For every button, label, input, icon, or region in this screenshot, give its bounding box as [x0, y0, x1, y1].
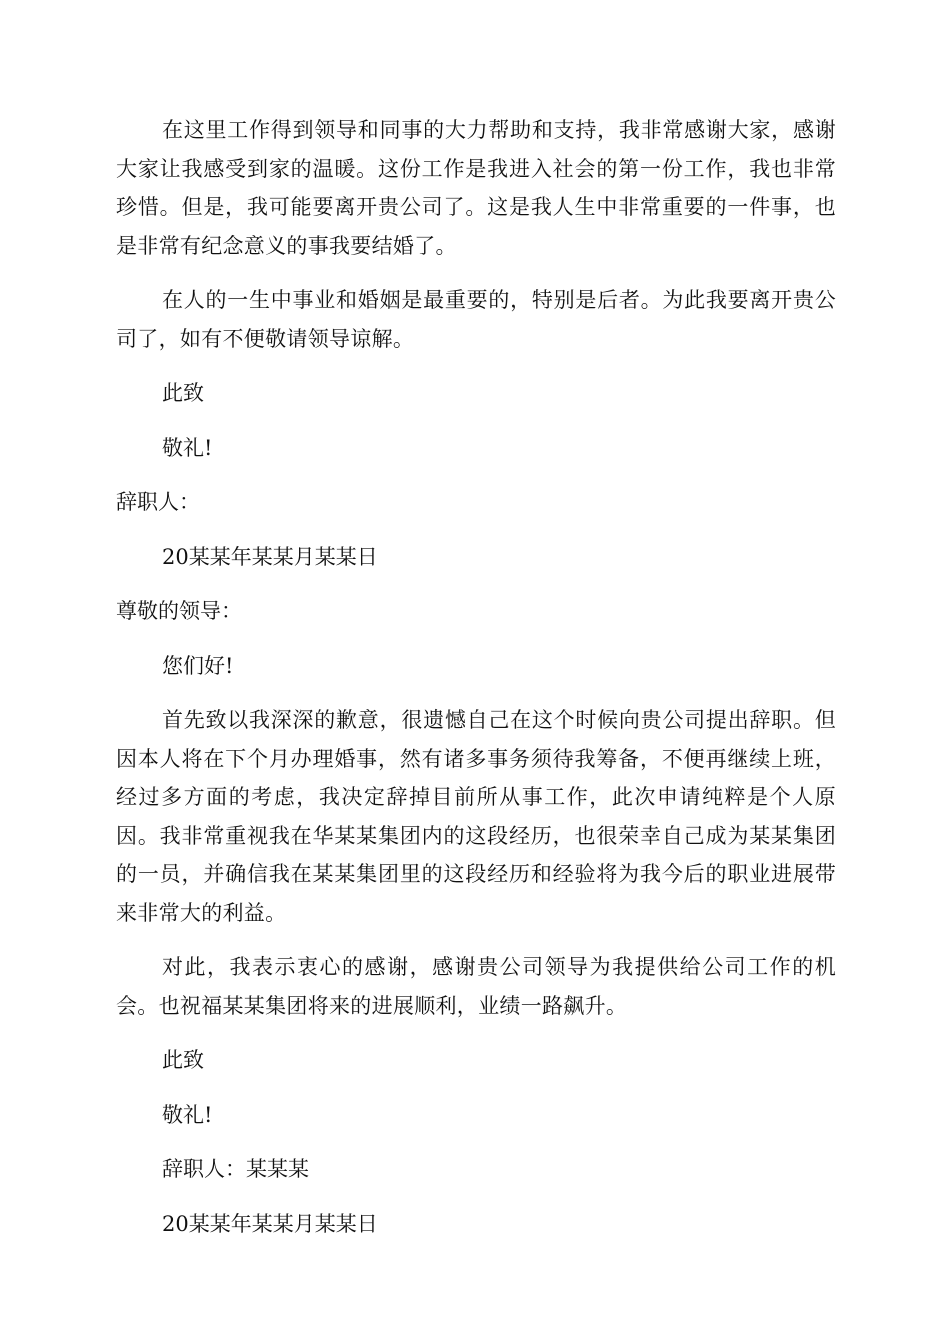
salutation: 尊敬的领导：: [116, 599, 242, 623]
body-paragraph: 对此，我表示衷心的感谢，感谢贵公司领导为我提供给公司工作的机会。也祝福某某集团将来的进展顺利，业绩一路飙升。: [116, 955, 836, 1018]
body-paragraph: 在这里工作得到领导和同事的大力帮助和支持，我非常感谢大家，感谢大家让我感受到家的温暖。这份工作是我进入社会的第一份工作，我也非常珍惜。但是，我可能要离开贵公司了。这是我人生中非常重要的一件事，也是非常有纪念意义的事我要结婚了。: [116, 118, 836, 258]
date-line: 20某某年某某月某某日: [162, 1211, 378, 1236]
closing-line: 此致: [162, 381, 204, 405]
signature-line: 辞职人：某某某: [162, 1157, 309, 1181]
closing-salute: 敬礼!: [162, 435, 213, 460]
body-paragraph: 在人的一生中事业和婚姻是最重要的，特别是后者。为此我要离开贵公司了，如有不便敬请领导谅解。: [116, 288, 836, 351]
closing-line: 此致: [162, 1048, 204, 1072]
body-paragraph: 首先致以我深深的歉意，很遗憾自己在这个时候向贵公司提出辞职。但因本人将在下个月办理婚事，然有诸多事务须待我筹备，不便再继续上班，经过多方面的考虑，我决定辞掉目前所从事工作，此次申请纯粹是个人原因。我非常重视我在华某某集团内的这段经历，也很荣幸自己成为某某集团的一员，并确信我在某某集团里的这段经历和经验将为我今后的职业进展带来非常大的利益。: [116, 708, 836, 925]
document-page: [116, 111, 836, 1259]
closing-salute: 敬礼!: [162, 1102, 213, 1127]
date-line: 20某某年某某月某某日: [162, 544, 378, 569]
signature-line: 辞职人：: [116, 490, 200, 514]
greeting: 您们好!: [162, 653, 234, 678]
